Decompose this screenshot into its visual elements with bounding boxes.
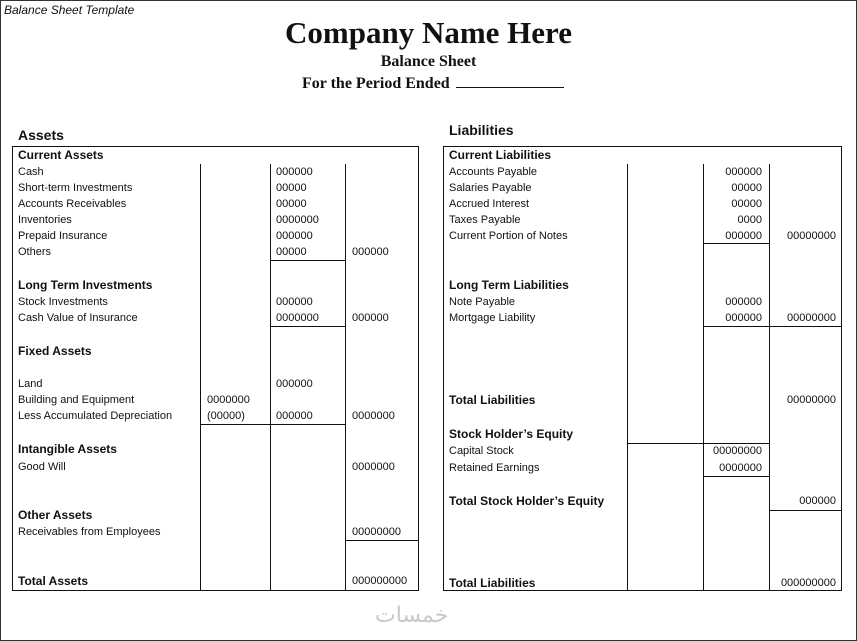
liability-item-label: Note Payable [449,296,516,308]
asset-item-amount: 000000 [276,166,313,178]
current-assets-total: 000000 [352,246,389,258]
total-liabilities-amount: 00000000 [787,394,836,406]
total-assets-amount: 000000000 [352,575,408,587]
assets-left-border [12,146,13,591]
asset-item-label: Short-term Investments [18,182,133,194]
liabilities-left-border [443,146,444,591]
liabilities-col-divider-3 [769,164,770,591]
liability-item-label: Accounts Payable [449,166,538,178]
assets-right-border [418,146,419,591]
liability-item-amount: 000000 [725,230,762,242]
total-assets-label: Total Assets [18,574,89,588]
long-term-liabilities-total: 00000000 [787,312,836,324]
asset-item-amount: 000000 [276,230,313,242]
asset-item-label: Land [18,378,43,390]
assets-subtotal-rule-3 [200,424,346,425]
intangible-assets-heading: Intangible Assets [18,442,117,456]
long-term-investments-heading: Long Term Investments [18,278,153,292]
assets-subtotal-rule-4 [345,540,419,541]
liabilities-col-divider-2 [703,164,704,591]
total-stockholders-equity-label: Total Stock Holder’s Equity [449,494,605,508]
liabilities-subtotal-rule-3 [627,443,770,444]
liability-item-label: Accrued Interest [449,198,530,210]
long-term-investments-total: 000000 [352,312,389,324]
asset-item-label: Stock Investments [18,296,108,308]
asset-item-amount: 00000 [276,246,307,258]
liabilities-subtotal-rule-5 [769,510,842,511]
asset-item-amount: 00000 [276,198,307,210]
equity-item-label: Capital Stock [449,445,514,457]
liabilities-header-rule [443,146,842,147]
asset-item-amount: 00000 [276,182,307,194]
liability-item-label: Taxes Payable [449,214,521,226]
assets-col-divider-1 [200,164,201,591]
liabilities-subtotal-rule-4 [703,476,770,477]
liability-item-amount: 00000 [731,182,762,194]
assets-title: Assets [18,127,64,143]
liability-item-label: Salaries Payable [449,182,532,194]
asset-item-amount: 000000 [276,410,313,422]
liability-item-label: Mortgage Liability [449,312,536,324]
liabilities-title: Liabilities [449,122,514,138]
assets-bottom-rule [12,590,419,591]
stockholders-equity-heading: Stock Holder’s Equity [449,427,574,441]
liability-item-amount: 000000 [725,166,762,178]
asset-item-label: Building and Equipment [18,394,135,406]
asset-item-label: Others [18,246,52,258]
long-term-liabilities-heading: Long Term Liabilities [449,278,569,292]
asset-item-label: Prepaid Insurance [18,230,108,242]
assets-subtotal-rule-1 [270,260,346,261]
fixed-assets-heading: Fixed Assets [18,344,92,358]
period-blank-field[interactable] [456,73,564,88]
asset-item-amount: 000000 [276,296,313,308]
asset-item-sub-amount: 0000000 [207,394,250,406]
asset-item-label: Receivables from Employees [18,526,161,538]
asset-item-amount: 0000000 [276,214,319,226]
total-liabilities-label: Total Liabilities [449,393,536,407]
other-assets-heading: Other Assets [18,508,93,522]
assets-subtotal-rule-2 [270,326,346,327]
asset-item-amount: 000000 [276,378,313,390]
liability-item-amount: 00000 [731,198,762,210]
asset-item-amount: 0000000 [276,312,319,324]
liability-item-amount: 0000 [737,214,762,226]
assets-header-rule [12,146,419,147]
equity-item-label: Retained Earnings [449,462,540,474]
period-label: For the Period Ended [302,75,450,92]
asset-item-label: Cash Value of Insurance [18,312,138,324]
fixed-assets-total: 0000000 [352,410,395,422]
liability-item-amount: 000000 [725,312,762,324]
asset-item-label: Accounts Receivables [18,198,127,210]
assets-col-divider-2 [270,164,271,591]
watermark: خمسات [375,603,449,628]
equity-item-amount: 0000000 [719,462,762,474]
grand-total-liabilities-amount: 000000000 [780,577,836,589]
current-assets-heading: Current Assets [18,148,104,162]
liabilities-subtotal-rule-1 [703,243,770,244]
grand-total-liabilities-label: Total Liabilities [449,576,536,590]
equity-item-amount: 00000000 [713,445,762,457]
liabilities-bottom-rule [443,590,842,591]
asset-item-label: Good Will [18,461,66,473]
liability-item-label: Current Portion of Notes [449,230,568,242]
template-label: Balance Sheet Template [4,3,135,17]
other-assets-total: 00000000 [352,526,401,538]
assets-col-divider-3 [345,164,346,591]
asset-item-label: Cash [18,166,44,178]
period-line [302,73,564,93]
liability-item-amount: 000000 [725,296,762,308]
asset-item-sub-amount: (00000) [207,410,245,422]
asset-item-label: Less Accumulated Depreciation [18,410,173,422]
company-name: Company Name Here [285,15,572,50]
liabilities-right-border [841,146,842,591]
current-liabilities-total: 00000000 [787,230,836,242]
liabilities-subtotal-rule-2 [703,326,842,327]
liabilities-col-divider-1 [627,164,628,591]
total-stockholders-equity-amount: 000000 [799,495,836,507]
asset-item-label: Inventories [18,214,72,226]
sheet-title: Balance Sheet [380,53,477,70]
intangible-assets-total: 0000000 [352,461,395,473]
current-liabilities-heading: Current Liabilities [449,148,552,162]
